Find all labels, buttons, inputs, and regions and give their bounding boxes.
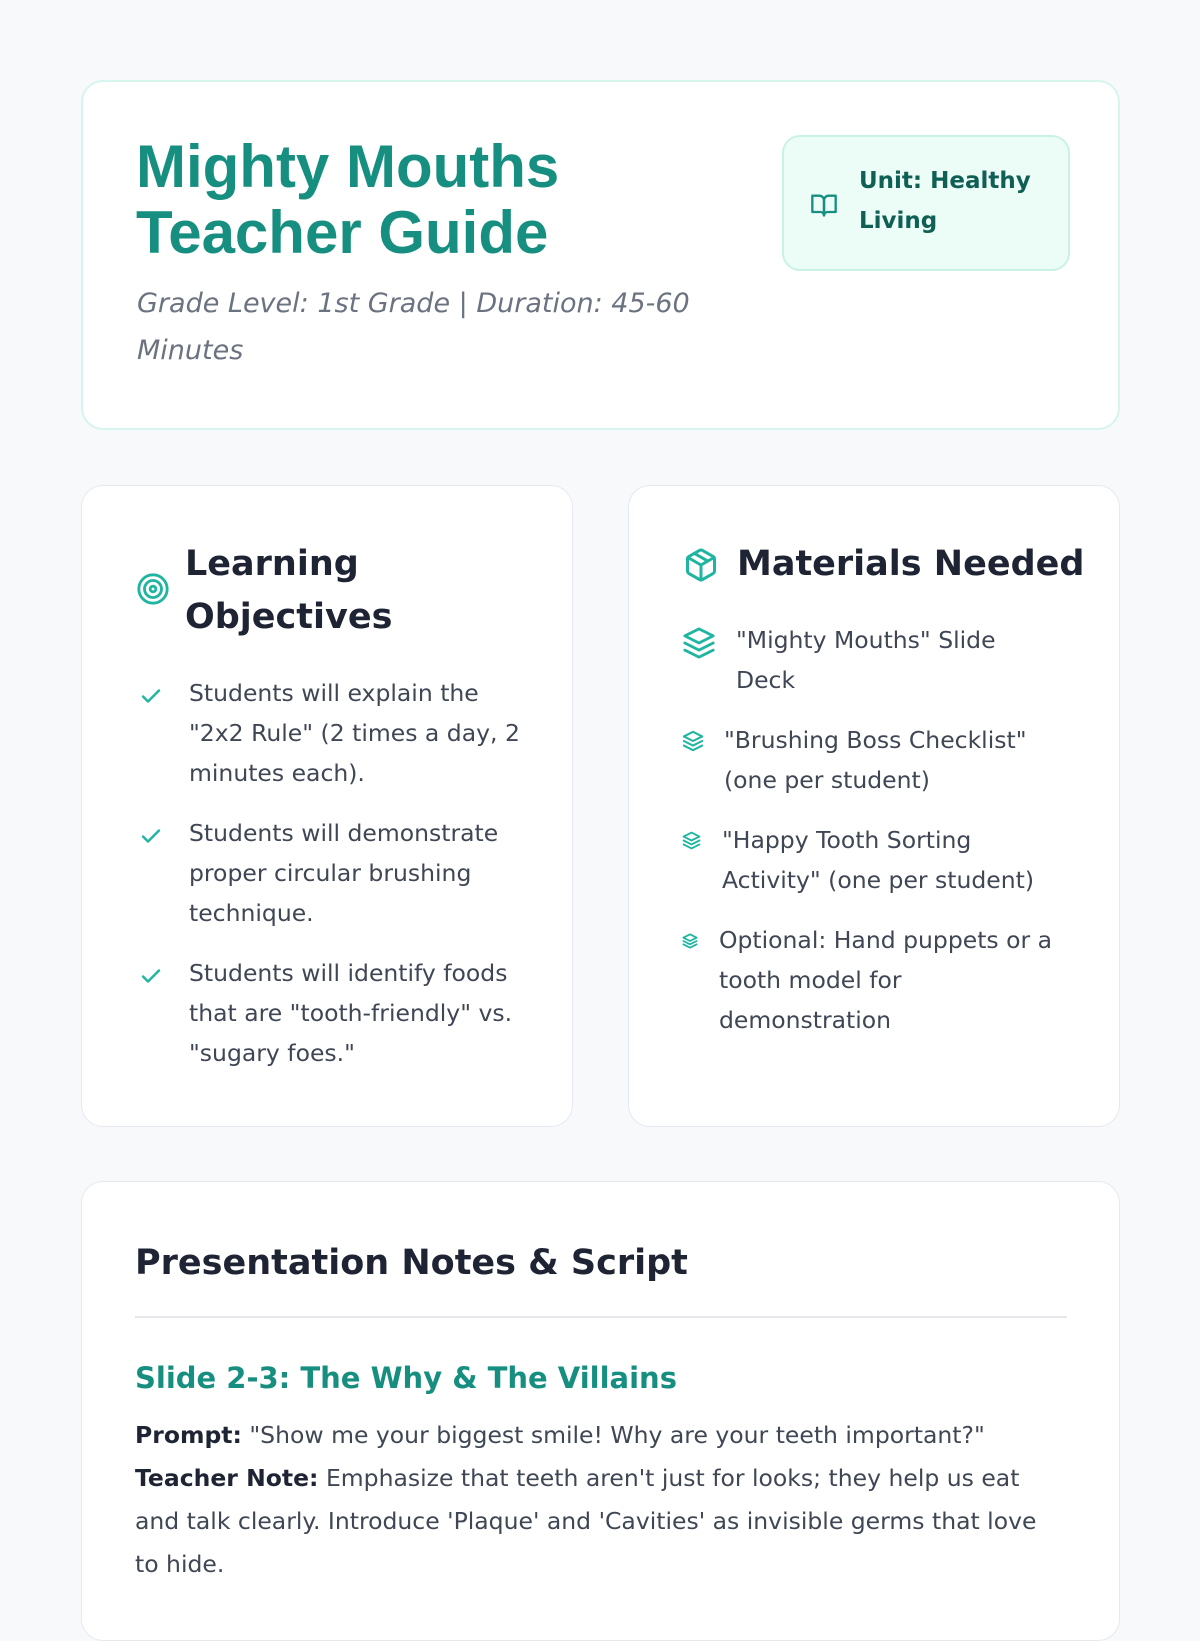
prompt-line — [135, 1414, 1067, 1457]
layers-icon — [682, 626, 716, 664]
teacher-note-label: Teacher Note: — [135, 1464, 319, 1492]
teacher-note-text: Emphasize that teeth aren't just for looks; they help us eat and talk clearly. Introduce 'Plaque' and 'Cavities' as invisible germs that love to hide. — [135, 1464, 1037, 1578]
unit-badge-label: Unit: Healthy Living — [859, 168, 1031, 234]
check-icon — [137, 684, 165, 712]
page-title: Mighty Mouths Teacher Guide — [136, 133, 560, 266]
prompt-text: "Show me your biggest smile! Why are your teeth important?" — [241, 1421, 985, 1449]
material-item: Optional: Hand puppets or a tooth model for demonstration — [719, 926, 1053, 1034]
layers-icon — [682, 933, 698, 953]
prompt-label: Prompt: — [135, 1421, 242, 1449]
script-body — [135, 1414, 1067, 1586]
material-item: "Mighty Mouths" Slide Deck — [736, 626, 996, 694]
slide-title: Slide 2-3: The Why & The Villains — [135, 1361, 677, 1395]
material-item: "Happy Tooth Sorting Activity" (one per student) — [722, 826, 1035, 894]
script-card — [81, 1181, 1120, 1641]
objective-item: Students will identify foods that are "tooth-friendly" vs. "sugary foes." — [189, 959, 513, 1067]
objectives-title: Learning Objectives — [185, 544, 393, 637]
book-open-icon — [810, 191, 838, 223]
check-icon — [137, 824, 165, 852]
divider — [135, 1316, 1067, 1318]
package-icon — [683, 547, 719, 587]
header-card — [81, 80, 1120, 430]
script-title: Presentation Notes & Script — [135, 1243, 688, 1283]
material-item: "Brushing Boss Checklist" (one per student) — [724, 726, 1027, 794]
page-subtitle: Grade Level: 1st Grade | Duration: 45-60 Minutes — [137, 288, 690, 366]
objective-item: Students will explain the "2x2 Rule" (2 times a day, 2 minutes each). — [189, 679, 520, 787]
check-icon — [137, 964, 165, 992]
objectives-card — [81, 485, 573, 1127]
materials-title: Materials Needed — [737, 544, 1085, 584]
layers-icon — [682, 831, 701, 854]
materials-card — [628, 485, 1120, 1127]
unit-badge — [782, 135, 1070, 271]
teacher-note — [135, 1457, 1067, 1586]
layers-icon — [682, 730, 704, 756]
objective-item: Students will demonstrate proper circular brushing technique. — [189, 819, 499, 927]
target-icon — [136, 572, 170, 610]
